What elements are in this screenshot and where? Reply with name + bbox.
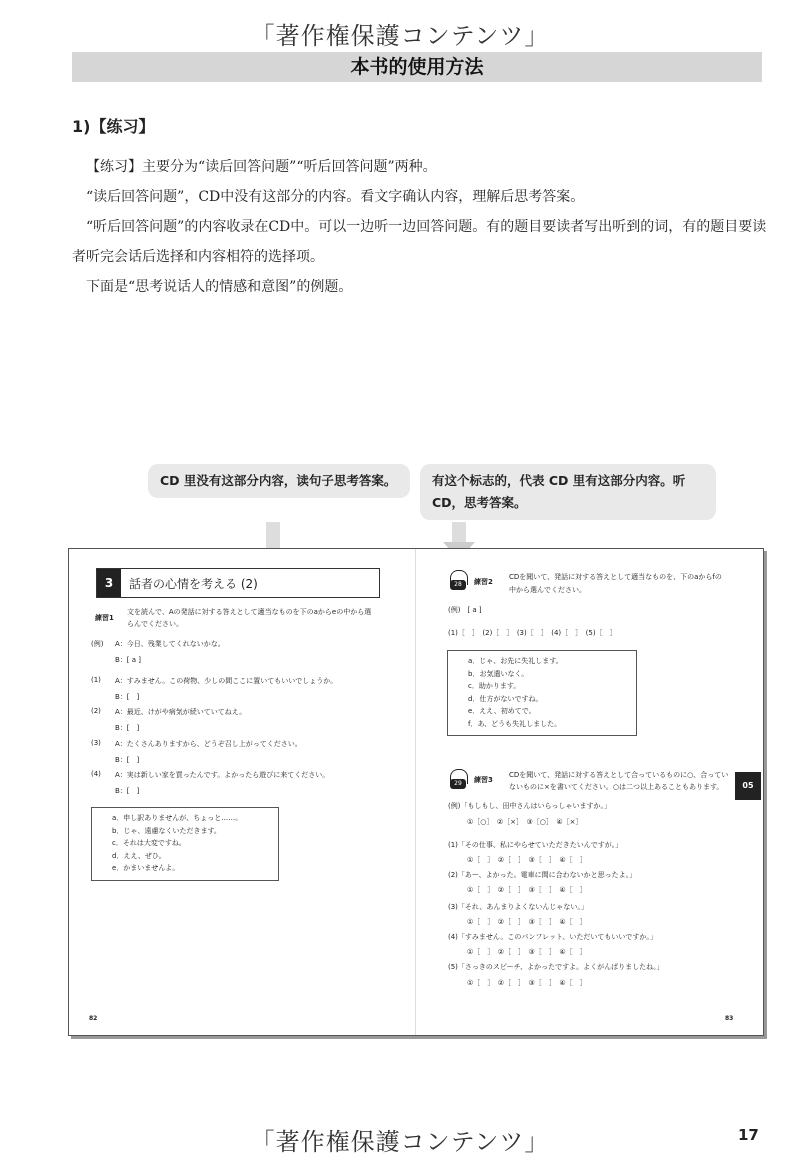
exercise-3-question: (3)「それ、あんまりよくないんじゃない。」 — [448, 903, 588, 911]
option-item: d．仕方がないですね。 — [468, 694, 543, 703]
answer-options-box — [91, 807, 279, 881]
answer-blanks: ①［ ］ ②［ ］ ③［ ］ ④［ ］ — [467, 979, 587, 987]
exercise-3-question: (4)「すみません。このパンフレット、いただいてもいいですか。」 — [448, 933, 657, 941]
exercise-3-instruction: CDを聞いて、発話に対する答えとして合っているものに○、合ってい — [509, 771, 729, 779]
callout-right: 有这个标志的，代表 CD 里有这部分内容。听 CD，思考答案。 — [420, 464, 716, 520]
chapter-tab: 05 — [735, 772, 761, 800]
option-item: e．かまいませんよ。 — [112, 864, 180, 872]
option-item: b．じゃ、遠慮なくいただきます。 — [112, 826, 221, 835]
body-text — [72, 152, 772, 302]
arrow-right-shaft — [452, 522, 466, 544]
section-heading: 1)【练习】 — [72, 117, 155, 136]
callout-left: CD 里没有这部分内容，读句子思考答案。 — [148, 464, 410, 498]
question-b: B：[ ] — [115, 693, 140, 701]
lesson-number: 3 — [97, 569, 121, 597]
example-label: (例) — [91, 640, 104, 648]
answer-blanks: ①［ ］ ②［ ］ ③［ ］ ④［ ］ — [467, 948, 587, 956]
lesson-header — [96, 568, 380, 598]
question-a: A：実は新しい家を買ったんです。よかったら遊びに来てください。 — [115, 771, 330, 779]
exercise-1-instruction-cont: らんでください。 — [127, 620, 183, 628]
answer-blanks: ①［ ］ ②［ ］ ③［ ］ ④［ ］ — [467, 918, 587, 926]
question-b: B：[ ] — [115, 787, 140, 795]
exercise-3-example: (例)「もしもし、田中さんはいらっしゃいますか。」 — [448, 802, 611, 810]
option-item: b．お気遣いなく。 — [468, 669, 529, 678]
lesson-title: 話者の心情を考える (2) — [129, 577, 258, 591]
answer-blanks: ①［ ］ ②［ ］ ③［ ］ ④［ ］ — [467, 886, 587, 894]
answer-blanks: ①［ ］ ②［ ］ ③［ ］ ④［ ］ — [467, 856, 587, 864]
header-bar — [72, 52, 762, 82]
question-b: B：[ ] — [115, 724, 140, 732]
exercise-2-blanks: (1)［ ］ (2)［ ］ (3)［ ］ (4)［ ］ (5)［ ］ — [448, 629, 617, 637]
exercise-2-options-box — [447, 650, 637, 736]
example-b: B：[ a ] — [115, 656, 142, 664]
paragraph: “听后回答问题”的内容收录在CD中。可以一边听一边回答问题。有的题目要读者写出听到的词，有的题目要读者听完会话后选择和内容相符的选择项。 — [72, 219, 767, 265]
exercise-3-question: (2)「あー、よかった。電車に間に合わないかと思ったよ。」 — [448, 871, 637, 879]
question-a: A：たくさんありますから、どうぞ召し上がってください。 — [115, 740, 302, 748]
example-a: A：今日、残業してくれないかな。 — [115, 640, 225, 648]
cd-track-badge: 29 — [450, 779, 466, 789]
watermark-bottom: 「著作権保護コンテンツ」 — [250, 1128, 550, 1156]
paragraph: 【练习】主要分为“读后回答问题”“听后回答问题”两种。 — [86, 159, 437, 175]
exercise-2-instruction-cont: 中から選んでください。 — [509, 586, 586, 594]
option-item: f．あ、どうも失礼しました。 — [468, 719, 562, 728]
exercise-2-label: 練習2 — [474, 578, 493, 586]
book-page-number-left: 82 — [89, 1015, 98, 1022]
question-b: B：[ ] — [115, 756, 140, 764]
question-a: A：すみません。この荷物、少しの間ここに置いてもいいでしょうか。 — [115, 677, 338, 685]
option-item: a．じゃ、お先に失礼します。 — [468, 657, 563, 665]
option-item: c．それは大変ですね。 — [112, 839, 186, 847]
book-spread — [68, 548, 764, 1036]
question-number: (4) — [91, 770, 101, 778]
exercise-3-question: (5)「さっきのスピーチ、よかったですよ。よくがんばりましたね。」 — [448, 963, 664, 971]
option-item: a．申し訳ありませんが、ちょっと……。 — [112, 814, 243, 822]
exercise-2-example: (例) [ a ] — [448, 606, 482, 614]
exercise-1-label: 練習1 — [95, 614, 114, 622]
question-number: (1) — [91, 676, 101, 684]
option-item: d．ええ、ぜひ。 — [112, 851, 166, 860]
exercise-3-label: 練習3 — [474, 776, 493, 784]
question-a: A：最近、けがや病気が続いていてねえ。 — [115, 708, 247, 716]
question-number: (3) — [91, 739, 101, 747]
book-spine — [415, 549, 416, 1035]
exercise-3-example-answers: ①［○］ ②［×］ ③［○］ ④［×］ — [467, 818, 583, 826]
book-page-number-right: 83 — [725, 1015, 734, 1022]
exercise-3-question: (1)「その仕事、私にやらせていただきたいんですが。」 — [448, 841, 623, 849]
page-number: 17 — [738, 1126, 759, 1144]
option-item: c．助かります。 — [468, 682, 521, 690]
question-number: (2) — [91, 707, 101, 715]
page-title: 本书的使用方法 — [350, 56, 484, 78]
exercise-3-instruction-cont: ないものに×を書いてください。○は二つ以上あることもあります。 — [509, 783, 724, 791]
paragraph: 下面是“思考说话人的情感和意图”的例题。 — [86, 279, 353, 295]
paragraph: “读后回答问题”，CD中没有这部分的内容。看文字确认内容，理解后思考答案。 — [86, 189, 585, 205]
watermark-top: 「著作権保護コンテンツ」 — [250, 22, 550, 50]
exercise-1-instruction: 文を読んで、Aの発話に対する答えとして適当なものを下のaからeの中から選 — [127, 608, 372, 616]
option-item: e．ええ、初めてで。 — [468, 707, 536, 715]
exercise-2-instruction: CDを聞いて、発話に対する答えとして適当なものを、下のaからfの — [509, 573, 722, 581]
cd-track-badge: 28 — [450, 580, 466, 590]
